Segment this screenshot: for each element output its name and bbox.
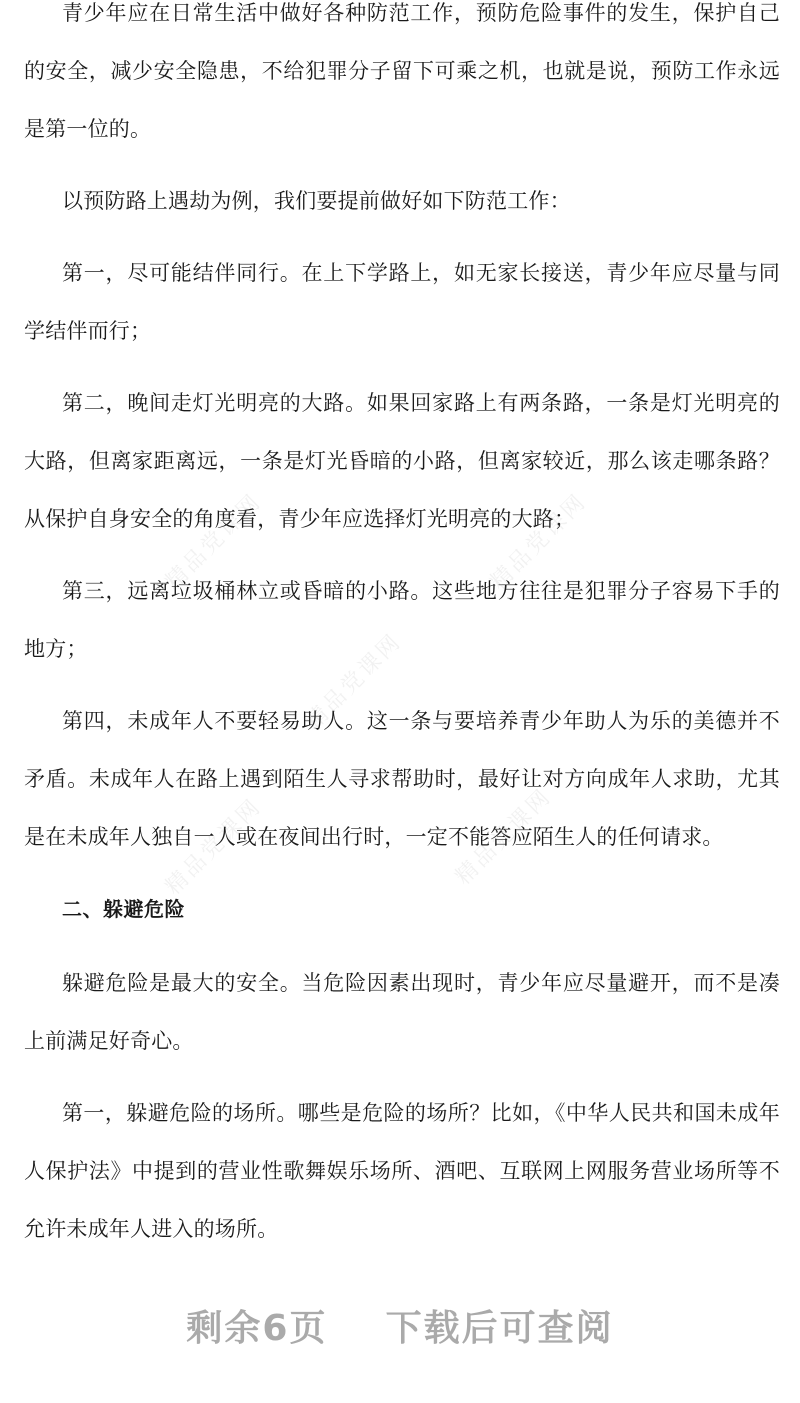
- paragraph: 躲避危险是最大的安全。当危险因素出现时，青少年应尽量避开，而不是凑上前满足好奇心。: [24, 971, 780, 1053]
- watermark: 精品党课网: [485, 488, 592, 595]
- download-to-view-text: 下载后可查阅: [385, 1308, 614, 1349]
- paragraph: 第一，躲避危险的场所。哪些是危险的场所？比如，《中华人民共和国未成年人保护法》中提到的营业性歌舞娱乐场所、酒吧、互联网上网服务营业场所等不允许未成年人进入的场所。: [24, 1101, 780, 1241]
- watermark: 精品党课网: [160, 793, 267, 900]
- paragraph: 第四，未成年人不要轻易助人。这一条与要培养青少年助人为乐的美德并不矛盾。未成年人在路上遇到陌生人寻求帮助时，最好让对方向成年人求助，尤其是在未成年人独自一人或在夜间出行时，一定不能答应陌生人的任何请求。: [24, 709, 780, 849]
- download-prompt-banner[interactable]: [0, 1300, 800, 1351]
- paragraph: 以预防路上遇劫为例，我们要提前做好如下防范工作：: [62, 189, 571, 213]
- watermark: 精品党课网: [450, 783, 557, 890]
- paragraph: 第三，远离垃圾桶林立或昏暗的小路。这些地方往往是犯罪分子容易下手的地方；: [24, 579, 780, 661]
- paragraph: 青少年应在日常生活中做好各种防范工作，预防危险事件的发生，保护自己的安全，减少安全隐患，不给犯罪分子留下可乘之机，也就是说，预防工作永远是第一位的。: [24, 1, 780, 141]
- remaining-pages-text: 剩余6页: [186, 1308, 328, 1349]
- watermark: 精品党课网: [300, 628, 407, 735]
- document-body: [24, 0, 780, 1272]
- paragraph: 第二，晚间走灯光明亮的大路。如果回家路上有两条路，一条是灯光明亮的大路，但离家距离远，一条是灯光昏暗的小路，但离家较近，那么该走哪条路？从保护自身安全的角度看，青少年应选择灯光明亮的大路；: [24, 391, 780, 531]
- watermark: 精品党课网: [160, 488, 267, 595]
- section-heading: 二、躲避危险: [62, 897, 185, 921]
- paragraph: 第一，尽可能结伴同行。在上下学路上，如无家长接送，青少年应尽量与同学结伴而行；: [24, 261, 780, 343]
